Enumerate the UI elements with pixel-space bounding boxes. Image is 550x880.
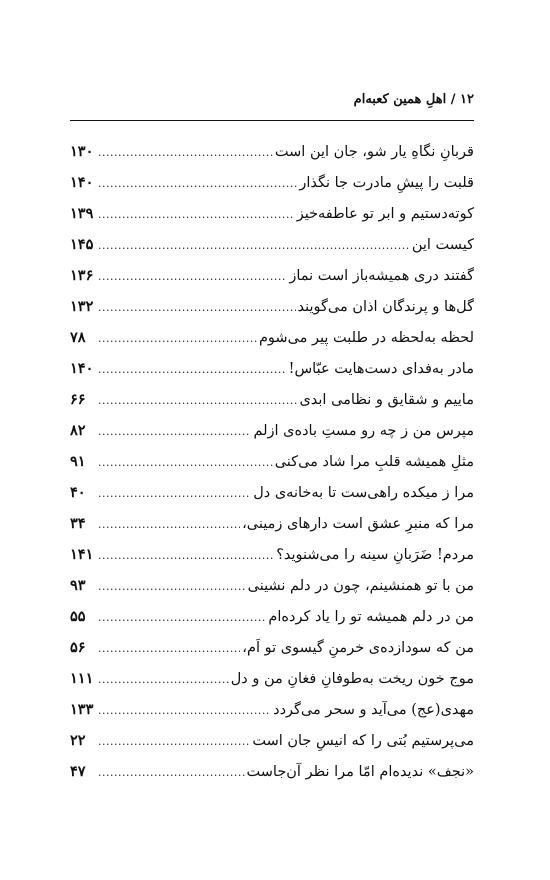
toc-entry-title: مهدی(عج) می‌آید و سحر می‌گردد: [273, 702, 474, 718]
dot-leader: [98, 487, 251, 500]
toc-entry-title: من در دلم همیشه تو را یاد کرده‌ام: [268, 609, 474, 625]
toc-entry-page-number: ۱۴۵: [70, 236, 94, 253]
dot-leader: [98, 766, 245, 779]
toc-entry-page-number: ۵۵: [70, 608, 86, 625]
dot-leader: [98, 518, 240, 531]
toc-entry-page-number: ۹۳: [70, 577, 86, 594]
toc-entry: [70, 298, 474, 329]
dot-leader: [98, 456, 273, 469]
toc-entry-title: کیست این: [411, 237, 474, 253]
toc-list: [70, 143, 474, 794]
toc-entry: [70, 670, 474, 701]
toc-entry-page-number: ۴۰: [70, 484, 86, 501]
toc-entry: [70, 639, 474, 670]
toc-entry: [70, 515, 474, 546]
dot-leader: [98, 673, 229, 686]
dot-leader: [98, 270, 287, 283]
dot-leader: [98, 239, 410, 252]
toc-entry: [70, 732, 474, 763]
toc-entry-title: لحظه به‌لحظه در طلبت پیر می‌شوم: [258, 330, 474, 346]
toc-entry-page-number: ۱۳۳: [70, 701, 94, 718]
toc-entry: [70, 701, 474, 732]
toc-entry-title: مرا که منبرِ عشق است دارهای زمینی،: [242, 516, 474, 532]
toc-entry-title: قربانِ نگاهِ یار شو، جان این است: [274, 144, 474, 160]
toc-entry-page-number: ۹۱: [70, 453, 86, 470]
dot-leader: [98, 177, 297, 190]
toc-entry-title: مردم! ضَرَبانِ سینه را می‌شنوید؟: [276, 547, 474, 563]
dot-leader: [98, 332, 257, 345]
toc-entry: [70, 236, 474, 267]
toc-entry-page-number: ۱۳۰: [70, 143, 94, 160]
toc-entry: [70, 546, 474, 577]
toc-entry-title: «نجف» ندیده‌ام امّا مرا نظر آن‌جاست: [246, 764, 474, 780]
dot-leader: [98, 642, 240, 655]
dot-leader: [98, 549, 274, 562]
dot-leader: [98, 704, 271, 717]
toc-entry: [70, 391, 474, 422]
toc-entry-page-number: ۱۳۶: [70, 267, 94, 284]
toc-entry: [70, 174, 474, 205]
dot-leader: [98, 580, 246, 593]
toc-entry-page-number: ۲۲: [70, 732, 86, 749]
dot-leader: [98, 394, 297, 407]
toc-entry-title: مادر به‌فدای دست‌هایت عبّاس!: [288, 361, 474, 377]
toc-entry-page-number: ۸۲: [70, 422, 86, 439]
toc-entry-title: قلبت را پیشِ مادرت جا نگذار: [299, 175, 474, 191]
toc-entry-title: گفتند دری همیشه‌باز است نماز: [289, 268, 474, 284]
toc-entry: [70, 577, 474, 608]
toc-entry-title: من با تو همنشینم، چون در دلم نشینی: [247, 578, 474, 594]
toc-entry: [70, 608, 474, 639]
toc-entry-page-number: ۴۷: [70, 763, 86, 780]
toc-entry-page-number: ۶۶: [70, 391, 86, 408]
toc-entry: [70, 484, 474, 515]
dot-leader: [98, 301, 296, 314]
toc-entry: [70, 329, 474, 360]
toc-entry-page-number: ۱۴۰: [70, 174, 94, 191]
toc-entry-title: مپرس من ز چه رو مستِ باده‌ی ازلم: [253, 423, 474, 439]
dot-leader: [98, 208, 295, 221]
toc-entry-page-number: ۷۸: [70, 329, 86, 346]
toc-entry-page-number: ۳۴: [70, 515, 86, 532]
toc-entry-title: مرا ز میکده راهی‌ست تا به‌خانه‌ی دل: [253, 485, 474, 501]
toc-entry: [70, 143, 474, 174]
toc-entry: [70, 422, 474, 453]
dot-leader: [98, 611, 266, 624]
toc-entry-page-number: ۱۴۰: [70, 360, 94, 377]
toc-entry-page-number: ۵۶: [70, 639, 86, 656]
dot-leader: [98, 735, 250, 748]
dot-leader: [98, 425, 251, 438]
toc-entry: [70, 267, 474, 298]
dot-leader: [98, 146, 273, 159]
header-rule: [70, 120, 474, 121]
dot-leader: [98, 363, 287, 376]
toc-entry-title: گل‌ها و پرندگان اذان می‌گویند: [297, 299, 474, 315]
toc-entry-page-number: ۱۳۲: [70, 298, 94, 315]
running-header: ۱۲ / اهلِ همین کعبه‌ام: [353, 92, 474, 107]
toc-entry-title: ماییم و شقایق و نظامی ابدی: [299, 392, 474, 408]
toc-entry-title: من که سودازده‌ی خرمنِ گیسوی تو اَم،: [242, 640, 474, 656]
toc-entry: [70, 453, 474, 484]
toc-entry: [70, 205, 474, 236]
toc-entry-title: می‌پرستیم بُتی را که انیسِ جان است: [252, 733, 474, 749]
toc-entry-page-number: ۱۴۱: [70, 546, 94, 563]
toc-entry-page-number: ۱۱۱: [70, 670, 94, 687]
toc-entry: [70, 763, 474, 794]
toc-entry: [70, 360, 474, 391]
toc-entry-title: کوته‌دستیم و ابر تو عاطفه‌خیز: [296, 206, 474, 222]
toc-entry-page-number: ۱۳۹: [70, 205, 94, 222]
toc-entry-title: موج خون ریخت به‌طوفانِ فغانِ من و دل: [230, 671, 474, 687]
toc-entry-title: مثلِ همیشه قلبِ مرا شاد می‌کنی: [274, 454, 474, 470]
